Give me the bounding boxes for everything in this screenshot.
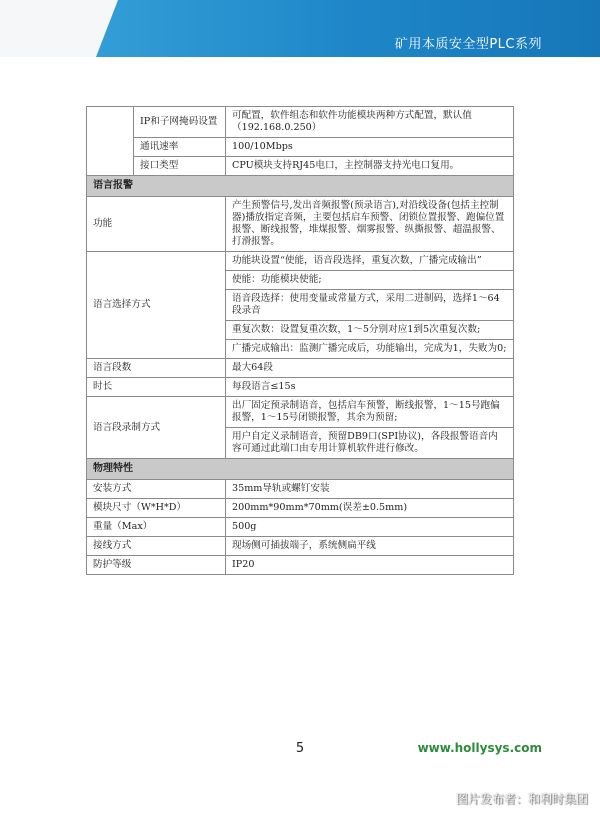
row-label: 语言选择方式 xyxy=(87,252,226,359)
table-row xyxy=(87,138,514,157)
spec-table xyxy=(86,106,514,575)
table-row xyxy=(87,397,514,428)
table-row xyxy=(87,378,514,397)
row-value: 功能块设置“使能，语音段选择，重复次数，广播完成输出” xyxy=(226,252,514,271)
row-value: 每段语言≤15s xyxy=(226,378,514,397)
page-number: 5 xyxy=(295,741,305,756)
row-value: 100/10Mbps xyxy=(226,138,514,157)
table-row xyxy=(87,359,514,378)
row-value: 用户自定义录制语音，预留DB9口(SPI协议)，各段报警语音内容可通过此端口由专用计算机软件进行修改。 xyxy=(226,428,514,459)
table-row xyxy=(87,107,514,138)
row-label: 功能 xyxy=(87,197,226,252)
row-label: 防护等级 xyxy=(87,556,226,575)
table-row xyxy=(87,157,514,176)
row-label: 模块尺寸（W*H*D） xyxy=(87,499,226,518)
section-title-physical: 物理特性 xyxy=(87,459,514,480)
row-value: 最大64段 xyxy=(226,359,514,378)
row-value: 产生预警信号,发出音频报警(预录语言),对沿线设备(包括主控制器)播放指定音频，主要包括启车预警、闭锁位置报警、跑偏位置报警、断线报警，堆煤报警、烟雾报警、纵撕报警、超温报警、打滑报警。 xyxy=(226,197,514,252)
section-header-row xyxy=(87,176,514,197)
row-value: IP20 xyxy=(226,556,514,575)
row-value: 可配置，软件组态和软件功能模块两种方式配置，默认值（192.168.0.250） xyxy=(226,107,514,138)
continued-group-cell xyxy=(87,107,134,176)
row-value: 使能：功能模块使能; xyxy=(226,271,514,290)
row-label: 接口类型 xyxy=(134,157,226,176)
header-title: 矿用本质安全型PLC系列 xyxy=(394,37,542,52)
row-label: 接线方式 xyxy=(87,537,226,556)
website-link[interactable]: www.hollysys.com xyxy=(417,741,542,755)
row-label: 语言段数 xyxy=(87,359,226,378)
row-value: 语音段选择：使用变量或常量方式，采用二进制码，选择1～64段录音 xyxy=(226,290,514,321)
row-value: 重复次数：设置复重次数，1～5分别对应1到5次重复次数; xyxy=(226,321,514,340)
section-header-row xyxy=(87,459,514,480)
table-row xyxy=(87,518,514,537)
table-row xyxy=(87,197,514,252)
table-row xyxy=(87,537,514,556)
row-label: 安装方式 xyxy=(87,480,226,499)
row-value: 出厂固定预录制语音，包括启车预警，断线报警，1～15号跑偏报警，1～15号闭锁报警，其余为预留; xyxy=(226,397,514,428)
row-value: 500g xyxy=(226,518,514,537)
table-row xyxy=(87,499,514,518)
section-title-voice: 语言报警 xyxy=(87,176,514,197)
table-row xyxy=(87,556,514,575)
row-value: 广播完成输出：监测广播完成后，功能输出，完成为1，失败为0; xyxy=(226,340,514,359)
row-label: 通讯速率 xyxy=(134,138,226,157)
row-label: 重量（Max） xyxy=(87,518,226,537)
row-value: 35mm导轨或螺钉安装 xyxy=(226,480,514,499)
row-value: CPU模块支持RJ45电口，主控制器支持光电口复用。 xyxy=(226,157,514,176)
row-label: IP和子网掩码设置 xyxy=(134,107,226,138)
row-label: 时长 xyxy=(87,378,226,397)
row-value: 200mm*90mm*70mm(误差±0.5mm) xyxy=(226,499,514,518)
table-row xyxy=(87,480,514,499)
row-value: 现场侧可插拔端子，系统侧扁平线 xyxy=(226,537,514,556)
publisher-watermark: 图片发布者：和利时集团 xyxy=(455,792,588,806)
row-label: 语言段录制方式 xyxy=(87,397,226,459)
table-row xyxy=(87,252,514,271)
